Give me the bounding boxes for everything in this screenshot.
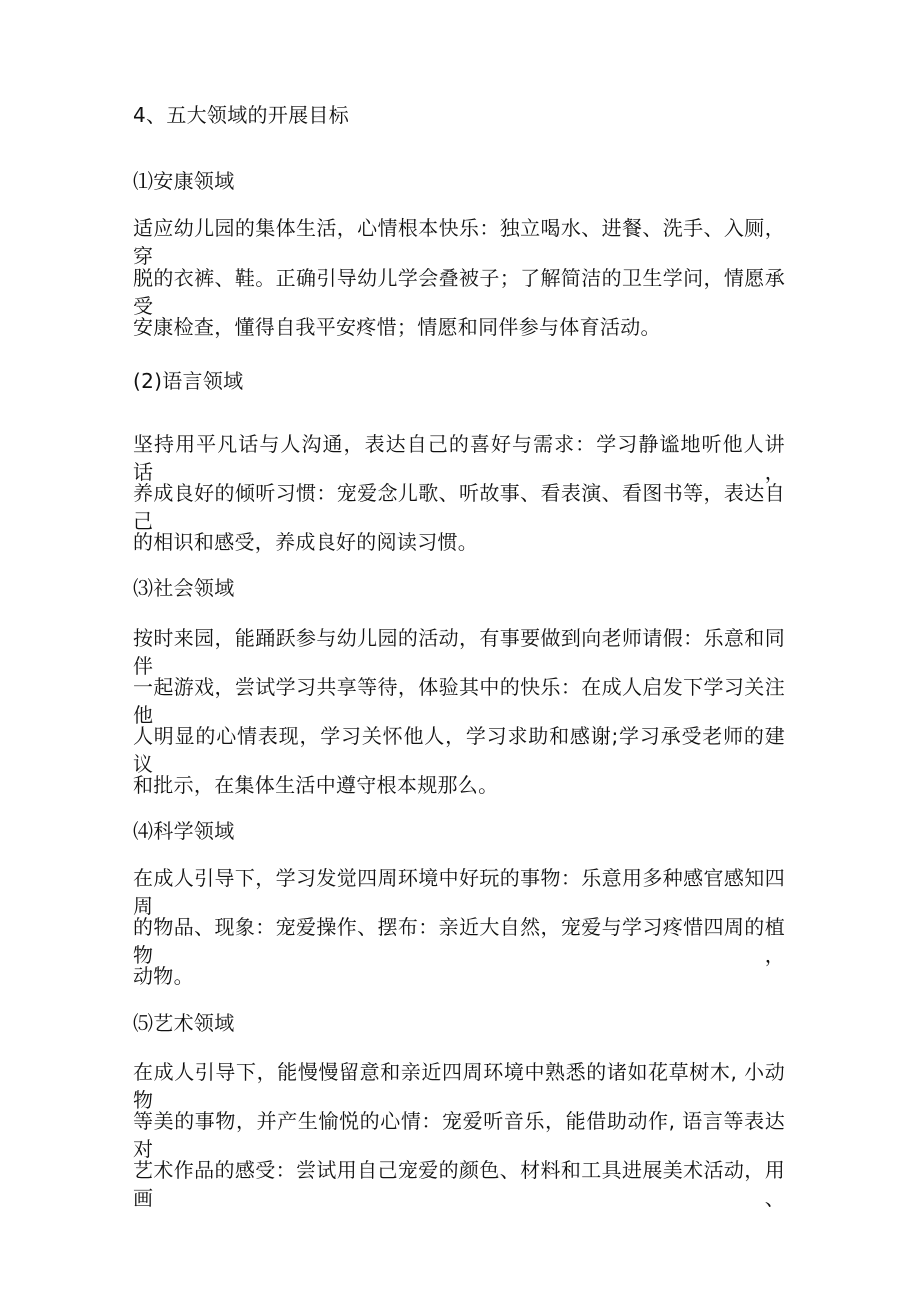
paragraph-line: 等美的事物，并产生愉悦的心情：宠爱听音乐，能借助动作, 语言等表达对	[133, 1109, 785, 1161]
paragraph-line: 在成人引导下，学习发觉四周环境中好玩的事物：乐意用多种感官感知四周	[133, 866, 785, 918]
paragraph-line: 养成良好的倾听习惯：宠爱念儿歌、听故事、看表演、看图书等，表达自己	[133, 481, 785, 533]
paragraph-line: 艺术作品的感受：尝试用自己宠爱的颜色、材料和工具进展美术活动，用画、	[133, 1158, 785, 1210]
paragraph-line: 人明显的心情表现，学习关怀他人，学习求助和感谢;学习承受老师的建议	[133, 724, 785, 776]
paragraph-line: 脱的衣裤、鞋。正确引导幼儿学会叠被子；了解简洁的卫生学问，情愿承受	[133, 266, 785, 318]
paragraph-line: 和批示，在集体生活中遵守根本规那么。	[133, 773, 499, 797]
paragraph-line: 适应幼儿园的集体生活，心情根本快乐：独立喝水、进餐、洗手、入厕，穿	[133, 216, 785, 268]
section-heading-social: ⑶社会领域	[133, 576, 235, 600]
paragraph-line: 安康检查，懂得自我平安疼惜；情愿和同伴参与体育活动。	[133, 315, 661, 339]
section-heading-art: ⑸艺术领域	[133, 1011, 235, 1035]
section-heading-science: ⑷科学领域	[133, 819, 235, 843]
paragraph-line: 在成人引导下，能慢慢留意和亲近四周环境中熟悉的诸如花草树木, 小动物	[133, 1060, 785, 1112]
document-title: 4、五大领域的开展目标	[133, 103, 350, 127]
paragraph-line: 按时来园，能踊跃参与幼儿园的活动，有事要做到向老师请假：乐意和同伴	[133, 626, 785, 678]
section-heading-language: (2)语言领域	[133, 369, 244, 393]
section-heading-health: ⑴安康领域	[133, 169, 235, 193]
paragraph-line: 的相识和感受，养成良好的阅读习惯。	[133, 530, 479, 554]
paragraph-line: 坚持用平凡话与人沟通，表达自己的喜好与需求：学习静谧地听他人讲话，	[133, 432, 785, 484]
paragraph-line: 一起游戏，尝试学习共享等待，体验其中的快乐：在成人启发下学习关注他	[133, 675, 785, 727]
paragraph-line: 的物品、现象：宠爱操作、摆布：亲近大自然，宠爱与学习疼惜四周的植物，	[133, 915, 785, 967]
paragraph-line: 动物。	[133, 964, 194, 988]
